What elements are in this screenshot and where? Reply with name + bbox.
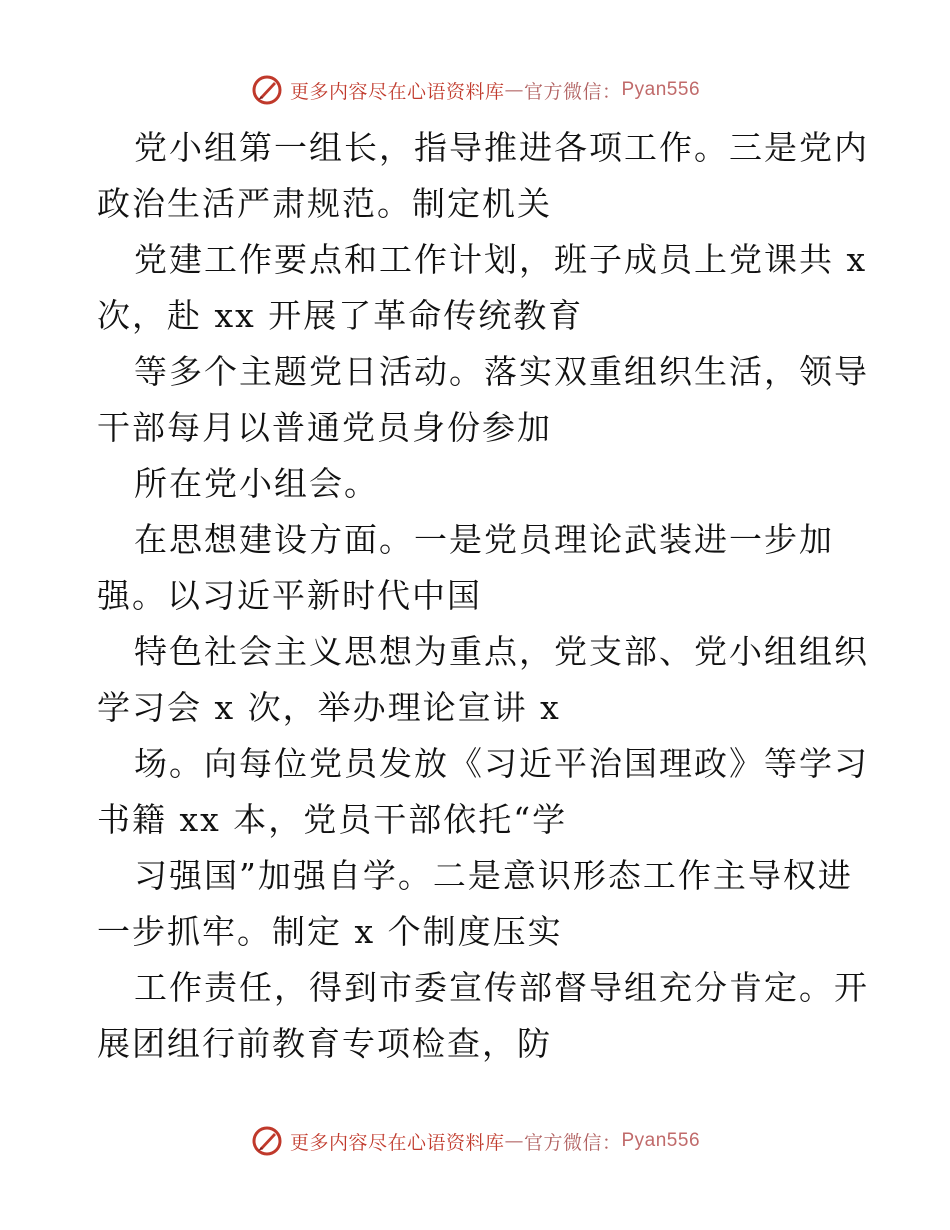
body-line: 党小组第一组长，指导推进各项工作。三是党内 <box>134 128 869 167</box>
body-line: 次，赴 xx 开展了革命传统教育 <box>97 296 584 335</box>
document-body <box>97 120 869 1072</box>
watermark-brand: 更多内容尽在心语资料库 <box>289 80 505 103</box>
body-line: 习强国”加强自学。二是意识形态工作主导权进 <box>134 856 853 895</box>
body-line: 书籍 xx 本，党员干部依托“学 <box>97 800 568 839</box>
body-line: 强。以习近平新时代中国 <box>97 576 482 615</box>
body-line: 一步抓牢。制定 x 个制度压实 <box>97 912 563 951</box>
body-line: 展团组行前教育专项检查，防 <box>97 1024 552 1063</box>
body-line: 特色社会主义思想为重点，党支部、党小组组织 <box>134 632 869 671</box>
body-line: 在思想建设方面。一是党员理论武装进一步加 <box>134 520 834 559</box>
quill-pen-logo-icon <box>250 1124 284 1158</box>
watermark-separator: — <box>504 1130 524 1152</box>
watermark-wechat-id: Pyan556 <box>621 1130 701 1151</box>
body-line: 学习会 x 次，举办理论宣讲 x <box>97 688 561 727</box>
body-line: 等多个主题党日活动。落实双重组织生活，领导 <box>134 352 869 391</box>
watermark-label: 官方微信： <box>523 80 622 103</box>
body-line: 党建工作要点和工作计划，班子成员上党课共 x <box>134 240 868 279</box>
watermark-label: 官方微信： <box>523 1131 622 1154</box>
watermark-separator: — <box>504 79 524 101</box>
body-line: 工作责任，得到市委宣传部督导组充分肯定。开 <box>134 968 869 1007</box>
body-line: 所在党小组会。 <box>134 464 379 503</box>
footer-watermark <box>0 1121 950 1161</box>
header-watermark <box>0 70 950 110</box>
body-line: 政治生活严肃规范。制定机关 <box>97 184 552 223</box>
body-line: 干部每月以普通党员身份参加 <box>97 408 552 447</box>
body-line: 场。向每位党员发放《习近平治国理政》等学习 <box>134 744 869 783</box>
quill-pen-logo-icon <box>250 73 284 107</box>
watermark-brand: 更多内容尽在心语资料库 <box>289 1131 505 1154</box>
watermark-wechat-id: Pyan556 <box>621 79 701 100</box>
